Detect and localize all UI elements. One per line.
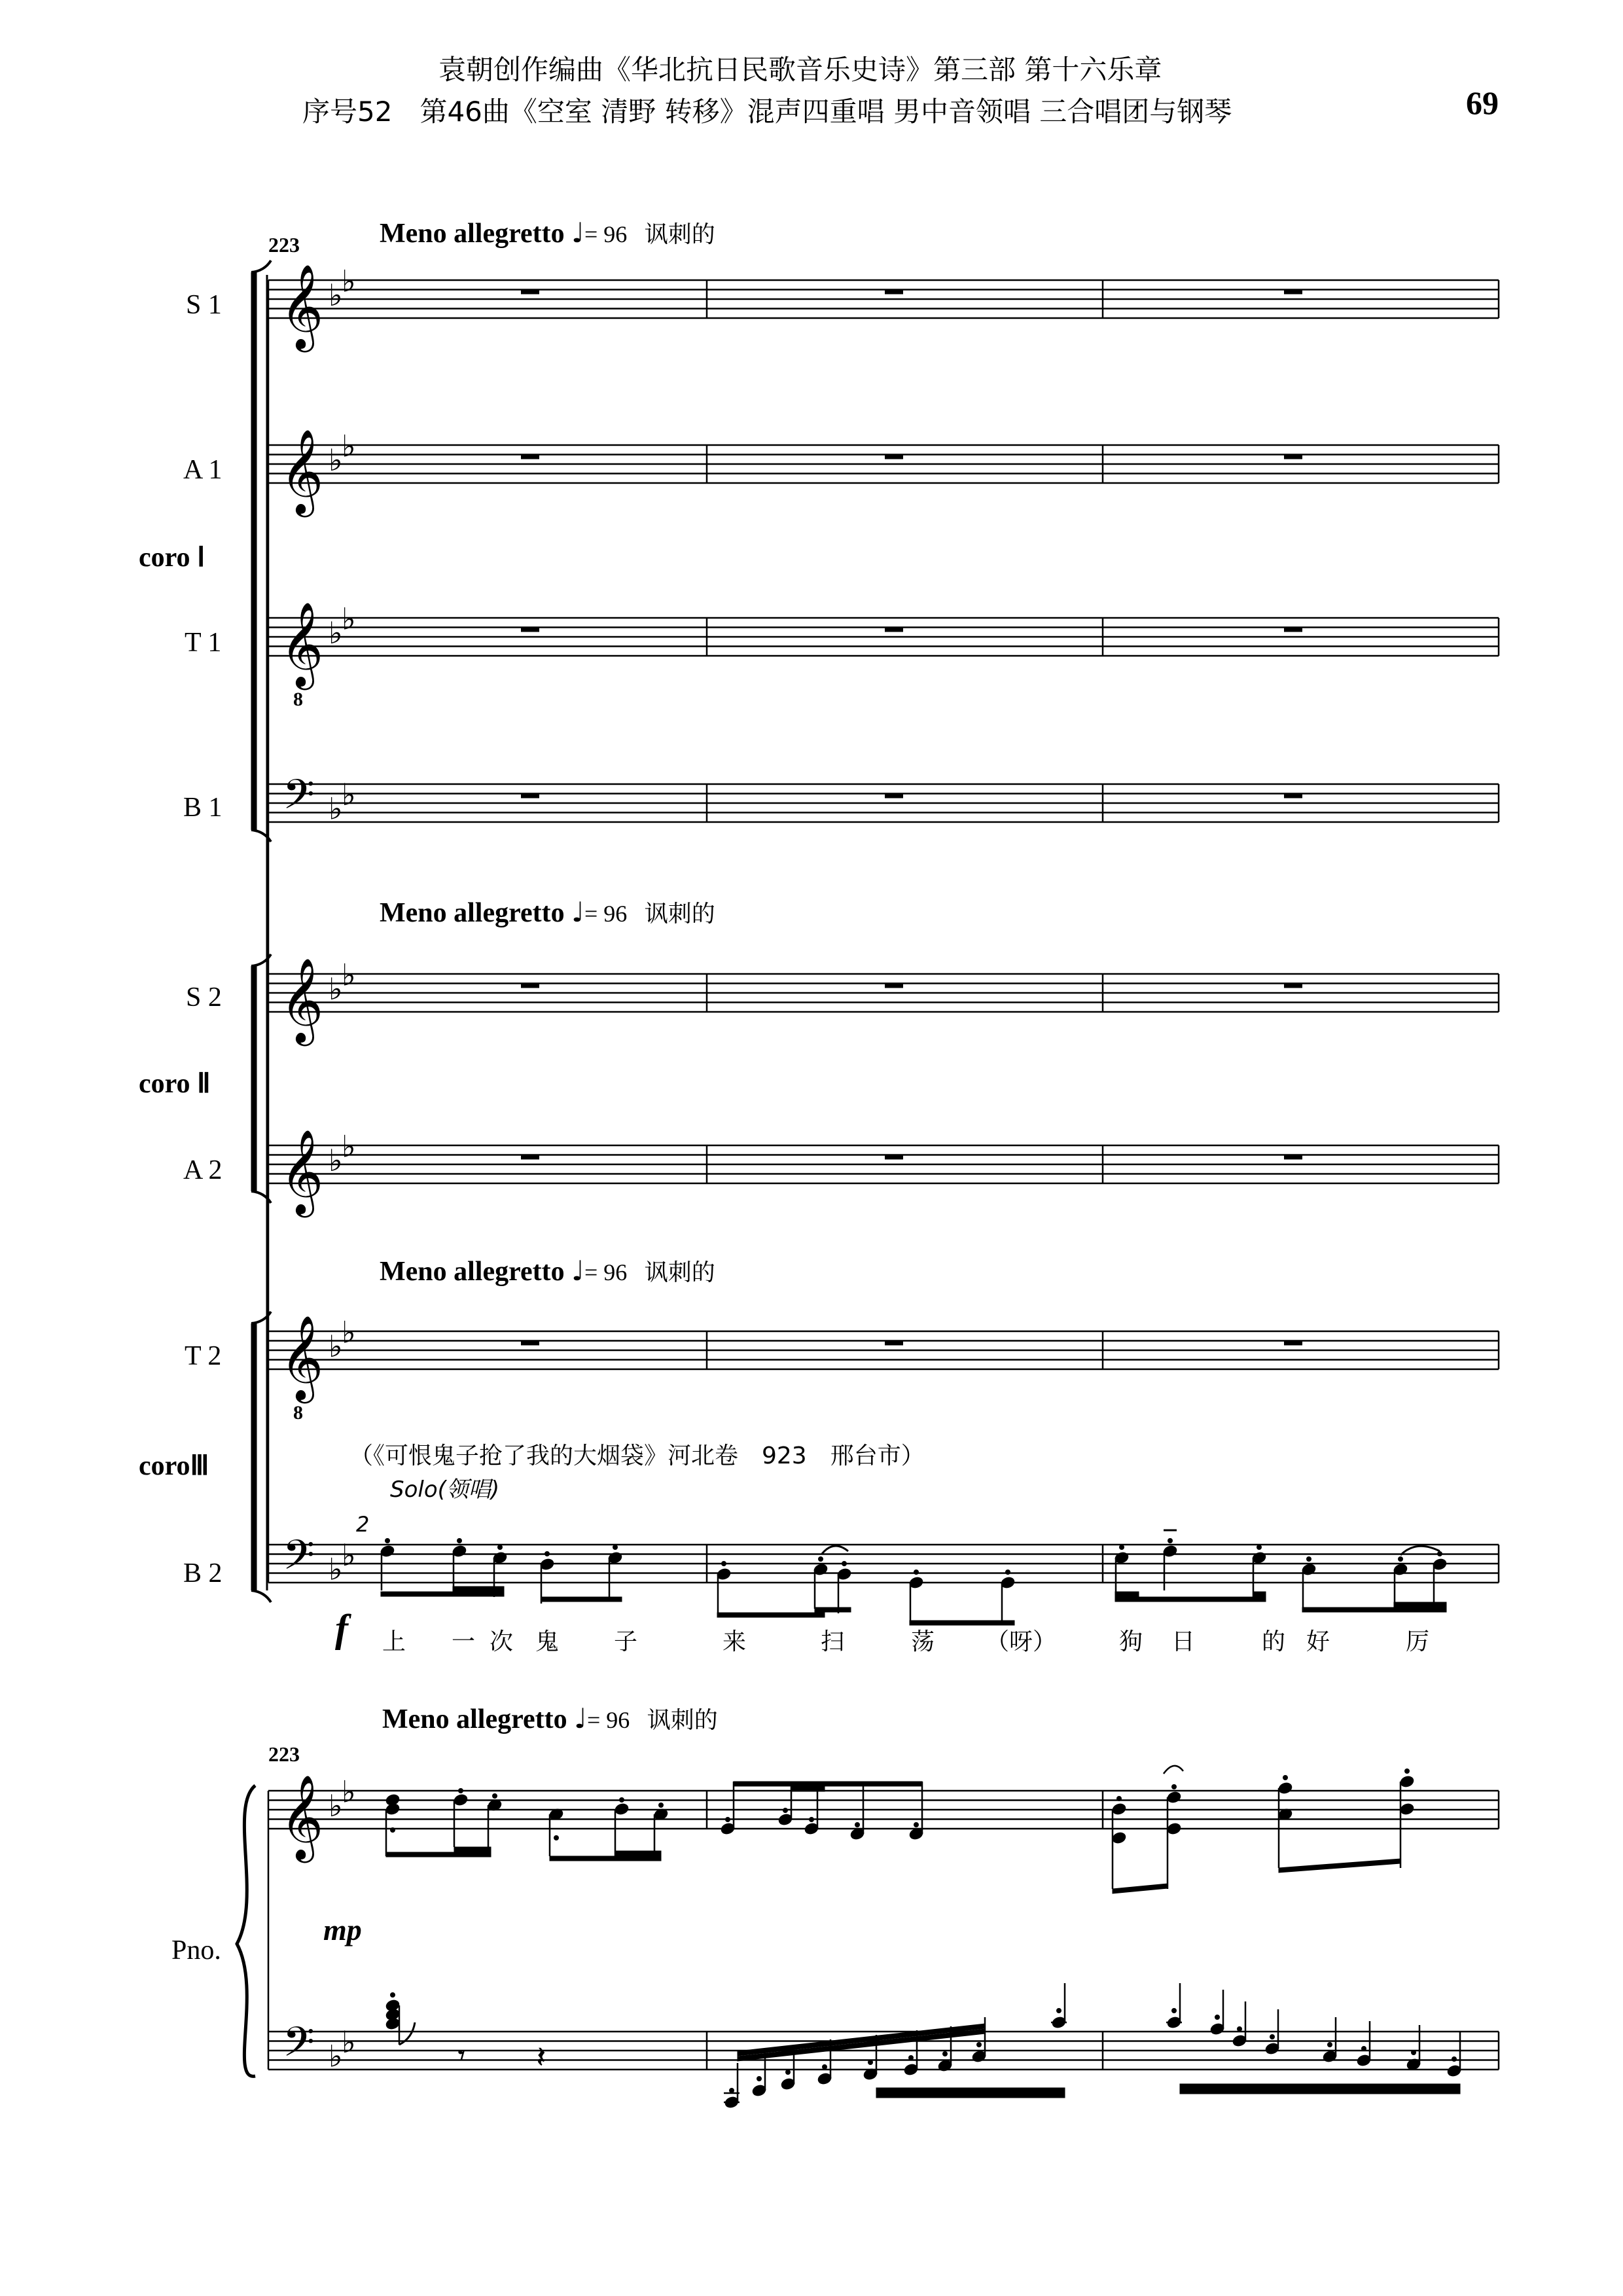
staccato-dot	[726, 1818, 730, 1822]
staccato-dot	[1452, 2057, 1457, 2062]
treble-clef-icon: 𝄞	[280, 1129, 324, 1214]
beam	[1115, 1592, 1139, 1596]
tuplet-number: 2	[356, 1512, 370, 1537]
whole-rest	[885, 290, 903, 295]
whole-rest	[1284, 455, 1302, 459]
solo-label: Solo(领唱)	[390, 1477, 500, 1503]
staccato-dot	[457, 1539, 462, 1543]
quarter-note-icon: ♩	[574, 1702, 587, 1734]
flat-icon: ♭	[342, 263, 356, 299]
whole-rest	[885, 628, 903, 632]
staccato-dot	[620, 1798, 624, 1803]
beam	[1302, 1607, 1446, 1612]
beam	[454, 1847, 491, 1852]
lyric-syllable: 荡	[911, 1628, 935, 1655]
notehead	[385, 1793, 401, 1807]
metronome-value: = 96	[584, 1259, 628, 1285]
beam	[453, 1587, 504, 1591]
whole-rest	[885, 1341, 903, 1346]
dynamic-forte: f	[335, 1607, 348, 1650]
treble-clef-icon: 𝄞	[280, 1774, 324, 1859]
beam	[381, 1592, 504, 1596]
metronome-value: = 96	[586, 1707, 630, 1733]
whole-rest	[885, 794, 903, 798]
whole-rest	[521, 628, 539, 632]
notehead	[1166, 1822, 1182, 1836]
lyric-syllable: 好	[1306, 1628, 1330, 1655]
beam	[876, 2088, 1065, 2092]
grace-slur	[1164, 1766, 1183, 1774]
bass-clef-icon: 𝄢	[283, 1530, 315, 1589]
lyric-syllable: 来	[722, 1628, 747, 1655]
flat-icon: ♭	[329, 278, 343, 313]
flat-icon: ♭	[342, 1314, 356, 1350]
lyric-syllable: 子	[614, 1628, 638, 1655]
staccato-dot	[545, 1552, 550, 1556]
beam	[910, 1621, 1014, 1625]
beam	[791, 1787, 825, 1791]
lyric-syllable: 日	[1171, 1628, 1196, 1655]
bracket-coro3-bottom	[251, 1590, 271, 1602]
staccato-dot	[1172, 2009, 1177, 2013]
staccato-dot	[1412, 2051, 1416, 2055]
whole-rest	[1284, 984, 1302, 988]
staccato-dot	[1057, 2009, 1061, 2013]
staccato-dot	[554, 1836, 559, 1840]
staccato-dot	[1006, 1570, 1010, 1575]
beam	[876, 2093, 1065, 2098]
staccato-dot	[914, 1570, 919, 1575]
flat-icon: ♭	[329, 1329, 343, 1364]
beam	[386, 1852, 491, 1857]
measure-number: 223	[268, 233, 300, 257]
lyric-syllable: 次	[490, 1628, 514, 1655]
flat-icon: ♭	[329, 1551, 343, 1587]
whole-rests	[521, 290, 1302, 1346]
staccato-dot	[1168, 1539, 1173, 1543]
treble-clef-icon: 𝄞	[280, 264, 324, 349]
whole-rest	[521, 1155, 539, 1160]
whole-rest	[885, 455, 903, 459]
staccato-dot	[391, 1828, 395, 1833]
staccato-dot	[1405, 1769, 1410, 1774]
staccato-dot	[659, 1803, 664, 1808]
beam	[1113, 1884, 1168, 1893]
eighth-rest-icon: 𝄾	[458, 2041, 465, 2071]
whole-rest	[521, 455, 539, 459]
staccato-dot	[1215, 2015, 1220, 2020]
staff-label-piano: Pno.	[171, 1935, 221, 1965]
whole-rest	[521, 984, 539, 988]
tempo-text: Meno allegretto	[380, 1257, 565, 1287]
staccato-dot	[730, 2089, 734, 2093]
metronome-value: = 96	[584, 221, 628, 247]
staccato-dot	[722, 1562, 726, 1566]
lyric-syllable: （呀）	[986, 1628, 1057, 1655]
measure-number-piano: 223	[268, 1742, 300, 1766]
flat-icon: ♭	[329, 442, 343, 478]
staccato-dot	[613, 1545, 618, 1550]
group-label-coro2: coro Ⅱ	[139, 1069, 211, 1099]
quarter-note-icon: ♩	[571, 217, 584, 249]
beam	[1253, 1592, 1266, 1596]
beam	[550, 1856, 661, 1861]
staccato-dot	[385, 1539, 390, 1543]
staff-label-b2: B 2	[183, 1558, 223, 1588]
whole-rest	[1284, 1341, 1302, 1346]
flat-icon: ♭	[329, 615, 343, 651]
staccato-dot	[914, 1823, 919, 1827]
flat-icon: ♭	[342, 428, 356, 464]
lyric-syllable: 的	[1262, 1628, 1286, 1655]
beam	[1180, 2084, 1460, 2089]
flat-icon: ♭	[342, 1128, 356, 1164]
staccato-dot	[391, 1993, 395, 1998]
flat-icon: ♭	[342, 1774, 356, 1810]
staccato-dot	[1328, 2043, 1332, 2047]
notehead	[1277, 1782, 1293, 1795]
notehead	[1111, 1831, 1127, 1845]
flat-icon: ♭	[329, 791, 343, 827]
staff-label-t2: T 2	[185, 1341, 222, 1371]
tempo-text: Meno allegretto	[380, 898, 565, 928]
bass-clef-icon: 𝄢	[283, 770, 315, 829]
staccato-dot	[1120, 1545, 1124, 1550]
staff-label-b1: B 1	[183, 793, 223, 823]
flat-icon: ♭	[342, 2024, 356, 2060]
staff-label-a2: A 2	[183, 1155, 223, 1185]
staccato-dot	[498, 1545, 503, 1550]
lyric-syllable: 鬼	[535, 1628, 560, 1655]
staccato-dot	[868, 2060, 873, 2065]
flat-icon: ♭	[329, 1788, 343, 1823]
staccato-dot	[1117, 1797, 1122, 1801]
staccato-dot	[1172, 1785, 1177, 1789]
group-label-coro1: coro Ⅰ	[139, 543, 205, 573]
system-brackets	[237, 260, 271, 2076]
staccato-dot	[1362, 2047, 1366, 2051]
staccato-dot	[909, 2056, 914, 2060]
staccato-dot	[842, 1562, 847, 1566]
flat-icon: ♭	[342, 601, 356, 637]
beam	[717, 1613, 825, 1617]
staccato-dot	[855, 1823, 860, 1827]
staff-label-a1: A 1	[183, 455, 223, 485]
staccato-dot	[783, 1808, 788, 1813]
staccato-dot	[977, 2043, 982, 2047]
beam	[734, 1782, 922, 1786]
staccato-dot	[493, 1794, 497, 1799]
beam	[1279, 1859, 1400, 1873]
lyric-syllable: 一	[452, 1628, 476, 1655]
treble-clef-icon: 𝄞	[280, 958, 324, 1043]
staff-label-t1: T 1	[185, 628, 222, 658]
whole-rest	[885, 984, 903, 988]
whole-rest	[1284, 1155, 1302, 1160]
notehead	[385, 1999, 401, 2013]
whole-rest	[1284, 290, 1302, 295]
notehead	[614, 1803, 630, 1816]
staff-label-s2: S 2	[186, 982, 222, 1013]
tempo-text: Meno allegretto	[382, 1704, 567, 1734]
clefs	[280, 263, 356, 2075]
whole-rest	[521, 1341, 539, 1346]
notehead	[1399, 1803, 1415, 1816]
beam	[615, 1851, 661, 1856]
header-line-2: 序号52 第46曲《空室 清野 转移》混声四重唱 男中音领唱 三合唱团与钢琴	[302, 96, 1232, 128]
staccato-dot	[1438, 1552, 1442, 1556]
treble-clef-icon: 𝄞	[280, 429, 324, 514]
flat-icon: ♭	[329, 971, 343, 1007]
staccato-dot	[1307, 1557, 1311, 1562]
staccato-dot	[943, 2052, 948, 2056]
staccato-dot	[1399, 1557, 1403, 1562]
beam	[815, 1607, 851, 1612]
whole-rest	[1284, 628, 1302, 632]
whole-rest	[521, 794, 539, 798]
whole-rest	[885, 1155, 903, 1160]
bass-clef-icon: 𝄢	[283, 2017, 315, 2076]
slur	[822, 1546, 848, 1554]
lyric-syllable: 厉	[1406, 1628, 1430, 1655]
lyric-syllable: 扫	[821, 1628, 845, 1655]
staccato-dot	[819, 1557, 823, 1562]
staccato-dot	[1270, 2035, 1275, 2039]
piano-brace	[237, 1785, 255, 2076]
beam	[1394, 1602, 1446, 1607]
tempo-character: 讽刺的	[647, 1707, 718, 1734]
flat-icon: ♭	[329, 2038, 343, 2074]
notehead	[1111, 1803, 1127, 1816]
flat-icon: ♭	[342, 776, 356, 812]
lyric-syllable: 上	[382, 1628, 406, 1655]
notehead	[1399, 1775, 1415, 1789]
staccato-dot	[1257, 1545, 1262, 1550]
staff-label-s1: S 1	[186, 290, 222, 320]
tempo-character: 讽刺的	[644, 221, 715, 248]
staff-lines	[268, 280, 1499, 2070]
source-note: （《可恨鬼子抢了我的大烟袋》河北卷 923 邢台市）	[349, 1443, 925, 1469]
flat-icon: ♭	[342, 957, 356, 993]
staccato-dot	[823, 2065, 827, 2070]
octave-marker-t1: 8	[293, 689, 303, 710]
quarter-rest-icon: 𝄽	[537, 2041, 546, 2074]
whole-rest	[521, 290, 539, 295]
tempo-character: 讽刺的	[644, 1259, 715, 1286]
treble-clef-icon: 𝄞	[280, 1315, 324, 1400]
quarter-note-icon: ♩	[571, 896, 584, 928]
staccato-dot	[1238, 2027, 1242, 2032]
octave-marker-t2: 8	[293, 1402, 303, 1424]
staccato-dot	[459, 1789, 463, 1793]
beam	[1180, 2089, 1460, 2094]
flat-icon: ♭	[329, 1143, 343, 1178]
tempo-text: Meno allegretto	[380, 219, 565, 249]
lyric-syllable: 狗	[1119, 1628, 1143, 1655]
header-line-1: 袁朝创作编曲《华北抗日民歌音乐史诗》第三部 第十六乐章	[438, 54, 1162, 86]
beam	[738, 2029, 985, 2061]
staccato-dot	[1283, 1776, 1288, 1780]
page-number: 69	[1466, 84, 1499, 121]
dynamic-mezzo-piano: mp	[323, 1913, 362, 1946]
notehead	[453, 1793, 469, 1807]
bracket-coro1-top	[251, 260, 271, 272]
treble-clef-icon: 𝄞	[280, 601, 324, 687]
beam	[541, 1597, 622, 1602]
tempo-character: 讽刺的	[644, 901, 715, 927]
group-label-coro3: coroⅢ	[139, 1451, 209, 1481]
quarter-note-icon: ♩	[571, 1255, 584, 1287]
whole-rest	[1284, 794, 1302, 798]
beam	[1115, 1597, 1266, 1602]
staccato-dot	[786, 2070, 791, 2075]
staccato-dot	[757, 2077, 762, 2081]
metronome-value: = 96	[584, 901, 628, 927]
flat-icon: ♭	[342, 1537, 356, 1573]
staccato-dot	[810, 1818, 814, 1822]
notehead	[1166, 1791, 1182, 1804]
